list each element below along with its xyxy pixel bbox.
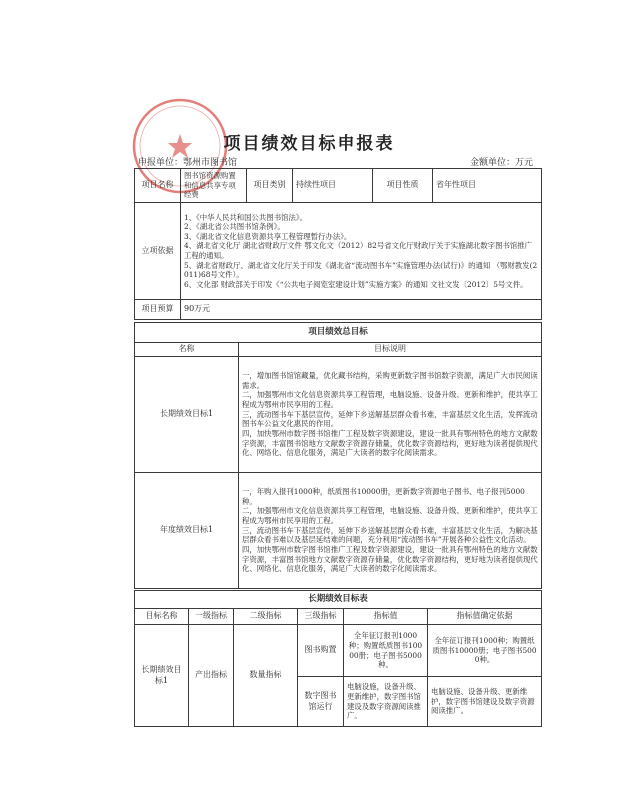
indicator-value-cell: 电脑设施，设备升级、更新维护，数字图书馆建设及数字资源阅读推广。	[344, 677, 428, 727]
table-row	[135, 473, 542, 589]
level2-cell: 数量指标	[234, 625, 298, 727]
project-nature-label: 项目性质	[373, 169, 433, 203]
table-row	[135, 323, 542, 343]
budget-label: 项目预算	[135, 300, 181, 320]
project-info-table	[134, 168, 542, 320]
level3-cell: 数字图书馆运行	[298, 677, 344, 727]
reporting-unit-label: 申报单位：	[138, 158, 184, 168]
col-header-level1: 一级指标	[189, 609, 234, 625]
table-row	[135, 609, 542, 625]
basis-label: 立项依据	[135, 203, 181, 300]
col-header-goal-name: 目标名称	[135, 609, 189, 625]
table-row	[135, 591, 542, 609]
table-row	[135, 300, 542, 320]
overall-section-title: 项目绩效总目标	[135, 323, 542, 343]
project-nature-value: 省年性项目	[433, 169, 542, 203]
page-title: 项目绩效目标申报表	[223, 134, 395, 154]
overall-goals-table	[134, 322, 542, 589]
level3-cell: 图书购置	[298, 625, 344, 677]
long-term-goal-label: 长期绩效目标1	[135, 357, 239, 473]
reporting-unit	[138, 155, 237, 168]
budget-value: 90万元	[181, 300, 542, 320]
project-name-label: 项目名称	[135, 169, 181, 203]
basis-text: 1、《中华人民共和国公共图书馆法》。 2、《湖北省公共图书馆条例》。 3、《湖北省文化信息资源共享工程管理暂行办法》。 4、湖北省文化厅 湖北省财政厅文件 鄂文化文（2012）82号省文化厅财政厅关于实施湖北数字图书馆推广工程的通知。 5、湖北省财政厅、湖北省文化厅关于印发《湖北省“流动图书车”实施管理办法(试行)》的通知 （鄂财教发(2011)68号文件）。 6、文化部 财政部关于印发《“公共电子阅览室建设计划”实施方案》的通知 文社文发〔2012〕5号文件。	[181, 203, 542, 300]
col-header-basis: 指标值确定依据	[428, 609, 542, 625]
indicator-basis-cell: 全年征订报刊1000种；购置纸质图书10000册；电子图书5000种。	[428, 625, 542, 677]
annual-goal-label: 年度绩效目标1	[135, 473, 239, 589]
table-row	[135, 357, 542, 473]
col-header-level2: 二级指标	[234, 609, 298, 625]
col-header-name: 名称	[135, 343, 239, 357]
table-row	[135, 203, 542, 300]
col-header-level3: 三级指标	[298, 609, 344, 625]
table-row	[135, 169, 542, 203]
project-category-label: 项目类别	[247, 169, 293, 203]
col-header-desc: 目标说明	[239, 343, 542, 357]
level1-cell: 产出指标	[189, 625, 234, 727]
long-term-goal-text: 一，增加图书馆馆藏量，优化藏书结构，采购更新数字图书馆数字资源，满足广大市民阅读需求。 二，加强鄂州市文化信息资源共享工程管理，电脑设施、设备升级、更新和维护，使共享工程成为鄂州市民享用的工程。 三，流动图书车下基层宣传，延伸下乡送解基层群众看书难，丰富基层文化生活，发挥流动图书车公益文化惠民的作用。 四，加快鄂州市数字图书馆推广工程及数字资源建设，建设一批具有鄂州特色的地方文献数字资源，丰富图书馆地方文献数字资源存储量，优化数字资源结构，更好地为读者提供现代化、网络化、信息化服务，满足广大读者的数字化阅读需求。	[239, 357, 542, 473]
long-term-indicators-table	[134, 590, 542, 727]
annual-goal-text: 一，年购入报刊1000种，纸质图书10000册，更新数字资源电子图书、电子报刊5000种。 二，加强鄂州市文化信息资源共享工程管理，电脑设施、设备升级、更新和维护，使共享工程成为鄂州市民享用的工程。 三，流动图书车下基层宣传，延伸下乡送解基层群众看书难，丰富基层文化生活，为解决基层群众看书难以及基层延结难的问题，充分利用“流动图书车”开展各种公益性文化活动。 四，加快鄂州市数字图书馆推广工程及数字资源建设，建设一批具有鄂州特色的地方文献数字资源，丰富图书馆地方文献数字资源存储量，优化数字资源结构，更好地为读者提供现代化、网络化、信息化服务，满足广大读者的数字化阅读需求。	[239, 473, 542, 589]
col-header-value: 指标值	[344, 609, 428, 625]
project-name-value: 图书馆资源购置和信息共享专项经费	[181, 169, 247, 203]
table-row	[135, 343, 542, 357]
amount-unit: 金额单位：万元	[470, 158, 534, 168]
table-row	[135, 625, 542, 677]
project-category-value: 持续性项目	[293, 169, 373, 203]
goal-name-cell: 长期绩效目标1	[135, 625, 189, 727]
indicator-value-cell: 全年征订报刊1000种；购置纸质图书10000册；电子图书5000种。	[344, 625, 428, 677]
indicator-basis-cell: 电脑设施、设备升级、更新维护，数字图书馆建设及数字资源阅读推广。	[428, 677, 542, 727]
reporting-unit-value: 鄂州市图书馆	[183, 158, 238, 168]
long-term-section-title: 长期绩效目标表	[135, 591, 542, 609]
